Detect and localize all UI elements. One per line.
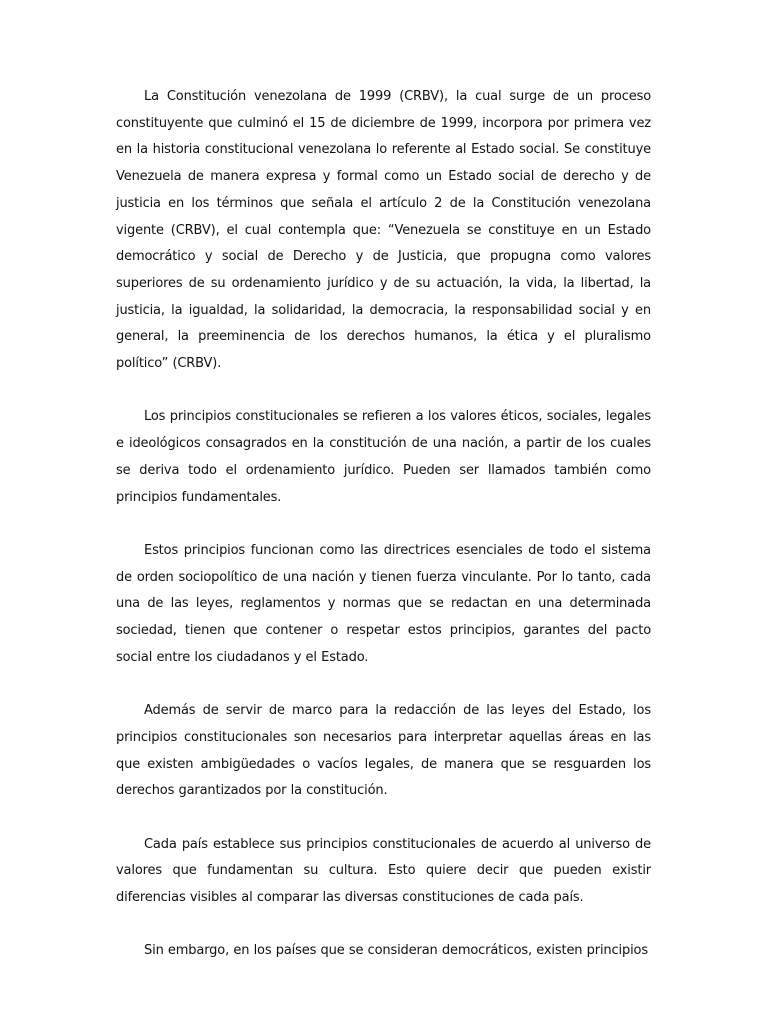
document-body xyxy=(116,84,651,992)
paragraph-5: Cada país establece sus principios constitucionales de acuerdo al universo de valores que fundamentan su cultura. Esto quiere decir que pueden existir diferencias visibles al comparar las diversas constituciones de cada país. xyxy=(116,836,651,906)
paragraph-2: Los principios constitucionales se refieren a los valores éticos, sociales, legales e ideológicos consagrados en la constitución de una nación, a partir de los cuales se deriva todo el ordenamiento jurídico. Pueden ser llamados también como principios fundamentales. xyxy=(116,409,651,505)
paragraph-4: Además de servir de marco para la redacción de las leyes del Estado, los principios constitucionales son necesarios para interpretar aquellas áreas en las que existen ambigüedades o vacíos legales, de manera que se resguarden los derechos garantizados por la constitución. xyxy=(116,703,651,799)
paragraph-6: Sin embargo, en los países que se consideran democráticos, existen principios xyxy=(144,943,648,959)
paragraph-1: La Constitución venezolana de 1999 (CRBV), la cual surge de un proceso constituyente que culminó el 15 de diciembre de 1999, incorpora por primera vez en la historia constitucional venezolana lo referente al Estado social. Se constituye Venezuela de manera expresa y formal como un Estado social de derecho y de justicia en los términos que señala el artículo 2 de la Constitución venezolana vigente (CRBV), el cual contempla que: “Venezuela se constituye en un Estado democrático y social de Derecho y de Justicia, que propugna como valores superiores de su ordenamiento jurídico y de su actuación, la vida, la libertad, la justicia, la igualdad, la solidaridad, la democracia, la responsabilidad social y en general, la preeminencia de los derechos humanos, la ética y el pluralismo político” (CRBV). xyxy=(116,89,651,372)
paragraph-3: Estos principios funcionan como las directrices esenciales de todo el sistema de orden sociopolítico de una nación y tienen fuerza vinculante. Por lo tanto, cada una de las leyes, reglamentos y normas que se redactan en una determinada sociedad, tienen que contener o respetar estos principios, garantes del pacto social entre los ciudadanos y el Estado. xyxy=(116,542,651,665)
